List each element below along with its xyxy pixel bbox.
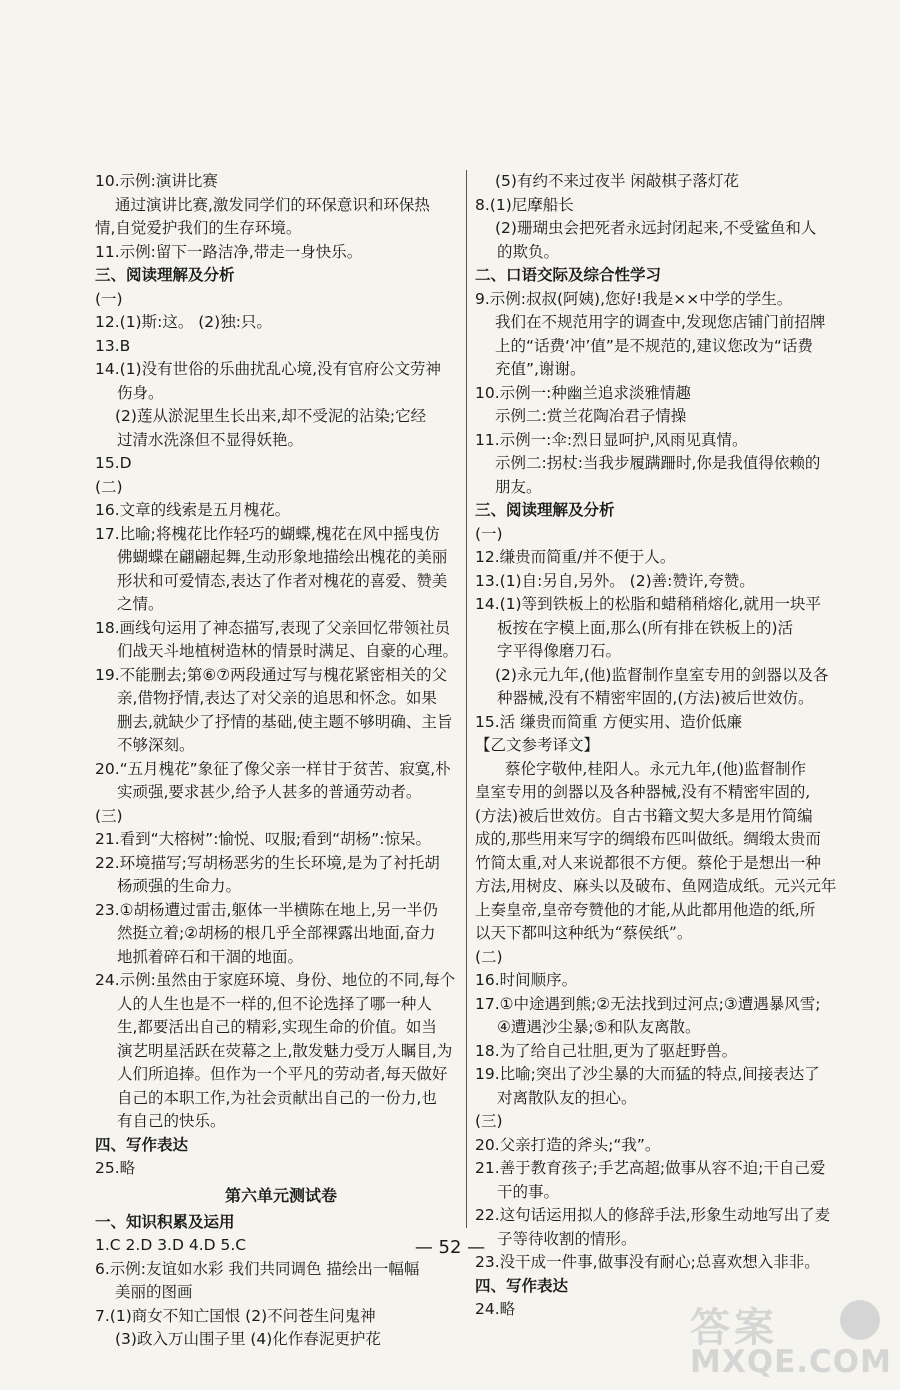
- page-number: — 52 —: [414, 1237, 486, 1258]
- answer-line: 亲,借物抒情,表达了对父亲的追思和怀念。如果: [117, 689, 437, 707]
- answer-line: 24.示例:虽然由于家庭环境、身份、地位的不同,每个: [95, 971, 456, 989]
- answer-line: 12.缣贵而简重/并不便于人。: [475, 548, 676, 566]
- answer-line: ④遭遇沙尘暴;⑤和队友离散。: [497, 1018, 701, 1036]
- answer-line: 14.(1)没有世俗的乐曲扰乱心境,没有官府公文劳神: [95, 360, 442, 378]
- answer-line: 19.比喻;突出了沙尘暴的大而猛的特点,间接表达了: [475, 1065, 820, 1083]
- answer-line: 删去,就缺少了抒情的基础,使主题不够明确、主旨: [117, 712, 453, 731]
- answer-line: 佛蝴蝶在翩翩起舞,生动形象地描绘出槐花的美丽: [117, 548, 448, 566]
- answer-line: 23.没干成一件事,做事没有耐心;总喜欢想入非非。: [475, 1253, 820, 1271]
- section-heading: 三、阅读理解及分析: [475, 501, 615, 519]
- answer-line: 皇室专用的剑器以及各种器械,没有不精密牢固的,: [475, 783, 811, 801]
- answer-line: 板按在字模上面,那么(所有排在铁板上的)活: [497, 618, 794, 637]
- left-column: [95, 170, 457, 1352]
- answer-line: 11.示例一:伞:烈日显呵护,风雨见真情。: [475, 430, 748, 449]
- answer-line: 上奏皇帝,皇帝夸赞他的才能,从此都用他造的纸,所: [475, 900, 816, 919]
- answer-line: 地抓着碎石和干涸的地面。: [117, 947, 304, 966]
- answer-line: 方法,用树皮、麻头以及破布、鱼网造成纸。元兴元年: [475, 877, 837, 895]
- answer-line: 7.(1)商女不知亡国恨 (2)不问苍生问鬼神: [95, 1306, 376, 1325]
- watermark-mark: 答案: [690, 1305, 778, 1351]
- answer-line: (二): [475, 947, 503, 966]
- answer-line: 子等待收割的情形。: [497, 1229, 637, 1248]
- answer-line: 自己的本职工作,为社会贡献出自己的一份力,也: [117, 1088, 437, 1107]
- answer-line: 们战天斗地植树造林的情景时满足、自豪的心理。: [117, 642, 459, 660]
- answer-line: 【乙文参考译文】: [475, 736, 600, 754]
- watermark-logo: [690, 1296, 893, 1386]
- answer-line: (二): [95, 477, 123, 496]
- answer-line: 16.时间顺序。: [475, 971, 578, 989]
- answer-line: 干的事。: [497, 1182, 560, 1201]
- answer-line: 23.①胡杨遭过雷击,躯体一半横陈在地上,另一半仍: [95, 900, 438, 919]
- section-heading: 一、知识积累及运用: [95, 1212, 235, 1231]
- answer-line: 美丽的图画: [115, 1283, 193, 1301]
- section-heading: 四、写作表达: [475, 1276, 569, 1295]
- answer-line: 1.C 2.D 3.D 4.D 5.C: [95, 1236, 247, 1254]
- column-divider: [466, 170, 467, 1228]
- answer-line: (2)永元九年,(他)监督制作皇室专用的剑器以及各: [495, 665, 829, 684]
- answer-line: 实顽强,要求甚少,给予人甚多的普通劳动者。: [117, 783, 422, 801]
- answer-line: 充值”,谢谢。: [495, 360, 586, 378]
- answer-line: 形状和可爱情态,表达了作者对槐花的喜爱、赞美: [117, 571, 448, 590]
- answer-line: 朋友。: [495, 477, 542, 496]
- answer-line: 竹简太重,对人来说都很不方便。蔡伦于是想出一种: [475, 853, 821, 872]
- answer-line: 8.(1)尼摩船长: [475, 195, 574, 214]
- answer-line: 25.略: [95, 1159, 136, 1177]
- answer-line: 22.环境描写;写胡杨恶劣的生长环境,是为了衬托胡: [95, 853, 440, 872]
- answer-line: 上的“话费‘冲’值”是不规范的,建议您改为“话费: [495, 336, 813, 355]
- answer-line: 6.示例:友谊如水彩 我们共同调色 描绘出一幅幅: [95, 1259, 420, 1278]
- section-heading: 二、口语交际及综合性学习: [475, 266, 662, 284]
- answer-line: 17.比喻;将槐花比作轻巧的蝴蝶,槐花在风中摇曳仿: [95, 524, 440, 543]
- answer-line: 杨顽强的生命力。: [117, 877, 242, 895]
- answer-line: 人的人生也是不一样的,但不论选择了哪一种人: [117, 994, 432, 1013]
- answer-line: 成的,那些用来写字的绸缎布匹叫做纸。绸缎太贵而: [475, 830, 821, 848]
- answer-line: 13.B: [95, 336, 131, 355]
- answer-line: 对离散队友的担心。: [497, 1088, 637, 1107]
- answer-line: 15.活 缣贵而简重 方便实用、造价低廉: [475, 712, 743, 731]
- answer-line: 22.这句话运用拟人的修辞手法,形象生动地写出了麦: [475, 1206, 831, 1224]
- answer-line: 10.示例一:种幽兰追求淡雅情趣: [475, 383, 691, 402]
- answer-line: 伤身。: [117, 383, 164, 402]
- answer-line: 之情。: [117, 595, 164, 613]
- answer-line: 18.为了给自己壮胆,更为了驱赶野兽。: [475, 1041, 738, 1060]
- watermark-seal-icon: [840, 1300, 880, 1340]
- section-heading: 三、阅读理解及分析: [95, 266, 235, 284]
- answer-line: 14.(1)等到铁板上的松脂和蜡稍稍熔化,就用一块平: [475, 595, 822, 613]
- answer-line: 然挺立着;②胡杨的根几乎全部裸露出地面,奋力: [117, 924, 436, 942]
- answer-line: 蔡伦字敬仲,桂阳人。永元九年,(他)监督制作: [505, 759, 806, 778]
- answer-line: 过清水洗涤但不显得妖艳。: [117, 430, 304, 449]
- answer-line: (2)莲从淤泥里生长出来,却不受泥的沾染;它经: [115, 407, 427, 425]
- answer-line: (三): [475, 1112, 503, 1130]
- answer-line: (一): [95, 289, 123, 308]
- answer-line: (3)政入万山围子里 (4)化作春泥更护花: [115, 1330, 381, 1348]
- answer-line: 字平得像磨刀石。: [497, 642, 622, 660]
- answer-line: 12.(1)斯:这。 (2)独:只。: [95, 313, 272, 331]
- answer-line: (5)有约不来过夜半 闲敲棋子落灯花: [495, 172, 739, 190]
- answer-line: 种器械,没有不精密牢固的,(方法)被后世效仿。: [497, 689, 814, 707]
- answer-line: 20.父亲打造的斧头;“我”。: [475, 1135, 661, 1154]
- answer-line: (方法)被后世效仿。自古书籍文契大多是用竹简编: [475, 806, 813, 825]
- answer-line: 19.不能删去;第⑥⑦两段通过写与槐花紧密相关的父: [95, 665, 448, 684]
- answer-line: 13.(1)自:另自,另外。 (2)善:赞许,夸赞。: [475, 571, 755, 590]
- answer-line: 16.文章的线索是五月槐花。: [95, 501, 291, 519]
- answer-line: 9.示例:叔叔(阿姨),您好!我是××中学的学生。: [475, 289, 793, 308]
- answer-line: 以天下都叫这种纸为“蔡侯纸”。: [475, 924, 693, 942]
- answer-line: 21.善于教育孩子;手艺高超;做事从容不迫;干自己爱: [475, 1159, 826, 1177]
- test-title: 第六单元测试卷: [224, 1185, 337, 1205]
- section-heading: 四、写作表达: [95, 1135, 189, 1154]
- answer-line: 情,自觉爱护我们的生存环境。: [95, 219, 302, 237]
- answer-line: 21.看到“大榕树”:愉悦、叹服;看到“胡杨”:惊呆。: [95, 830, 431, 848]
- answer-line: 11.示例:留下一路洁净,带走一身快乐。: [95, 242, 363, 261]
- answer-line: 18.画线句运用了神态描写,表现了父亲回忆带领社员: [95, 618, 451, 637]
- answer-line: (2)珊瑚虫会把死者永远封闭起来,不受鲨鱼和人: [495, 219, 817, 237]
- answer-line: (三): [95, 806, 123, 825]
- answer-line: 10.示例:演讲比赛: [95, 172, 218, 190]
- answer-line: 演艺明星活跃在荧幕之上,散发魅力受万人瞩目,为: [117, 1041, 453, 1060]
- answer-line: 通过演讲比赛,激发同学们的环保意识和环保热: [115, 195, 430, 214]
- watermark-url: MXQE.COM: [690, 1344, 893, 1380]
- answer-line: 我们在不规范用字的调查中,发现您店铺门前招牌: [495, 313, 826, 331]
- answer-line: 17.①中途遇到熊;②无法找到过河点;③遭遇暴风雪;: [475, 994, 821, 1013]
- answer-line: 示例二:赏兰花陶冶君子情操: [495, 407, 687, 425]
- answer-line: 的欺负。: [497, 242, 560, 261]
- answer-line: 生,都要活出自己的精彩,实现生命的价值。如当: [117, 1018, 437, 1036]
- answer-line: 24.略: [475, 1300, 516, 1318]
- answer-line: 人们所追捧。但作为一个平凡的劳动者,每天做好: [117, 1065, 448, 1083]
- answer-line: (一): [475, 524, 503, 543]
- answer-line: 20.“五月槐花”象征了像父亲一样甘于贫苦、寂寞,朴: [95, 759, 451, 778]
- answer-line: 不够深刻。: [117, 736, 195, 754]
- right-column: [475, 170, 837, 1322]
- answer-line: 15.D: [95, 454, 132, 472]
- answer-line: 有自己的快乐。: [117, 1112, 226, 1130]
- answer-line: 示例二:拐杖:当我步履蹒跚时,你是我值得依赖的: [495, 454, 821, 472]
